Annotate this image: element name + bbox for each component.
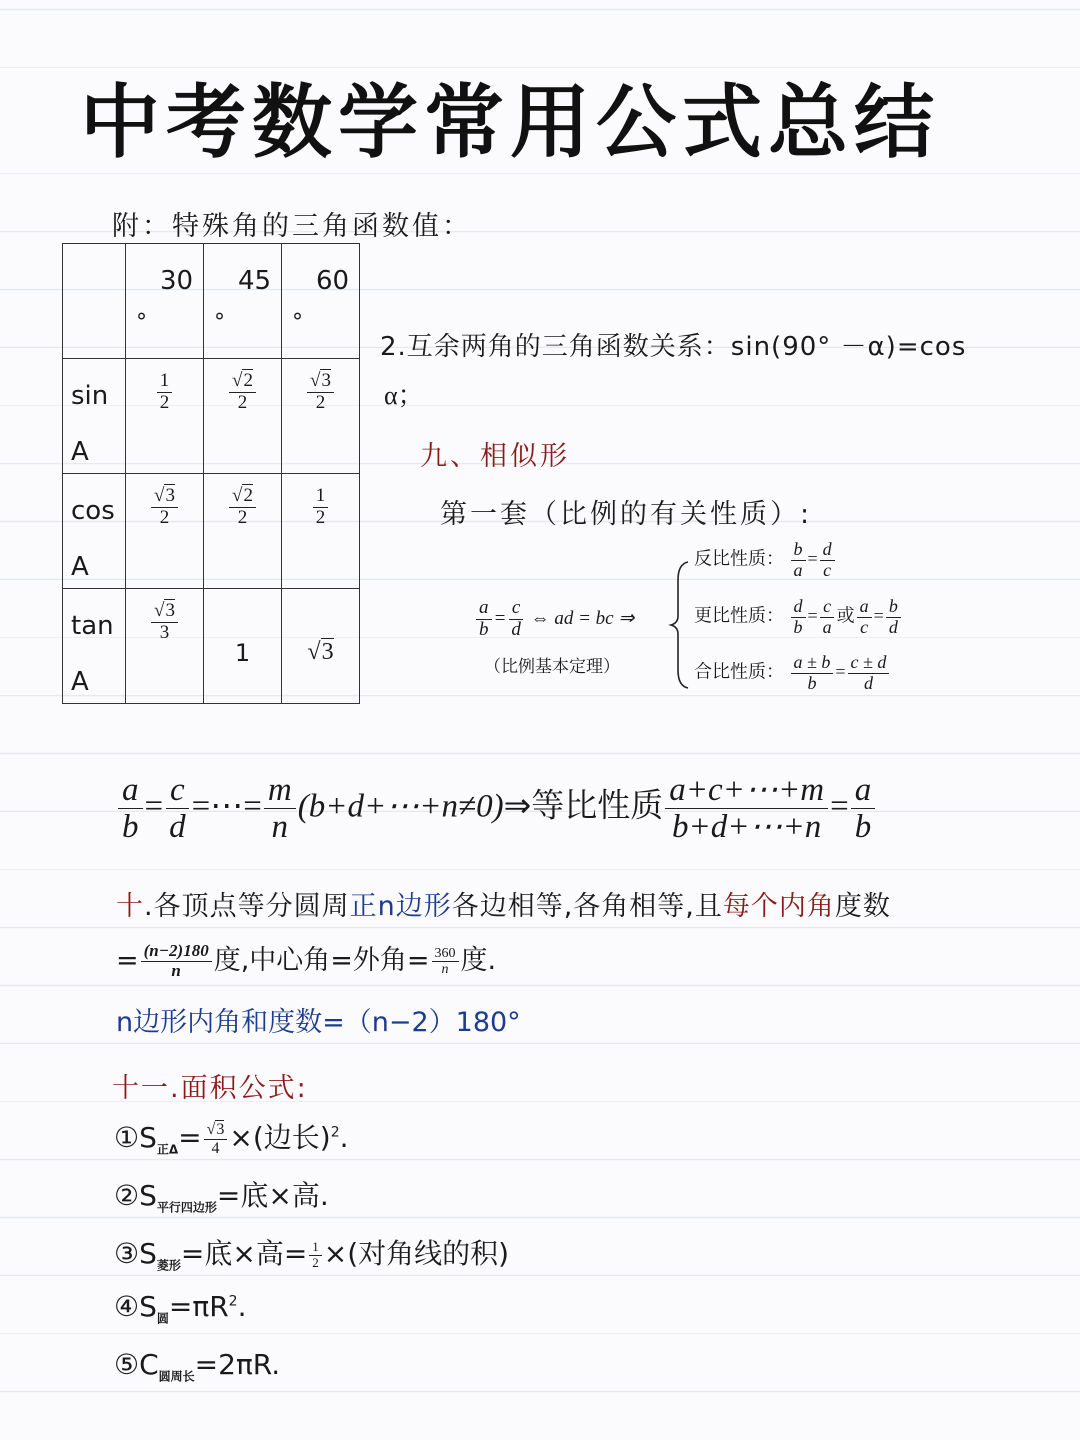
- value-sin-45: $\frac{√2}{2}$: [204, 359, 282, 474]
- regular-polygon-angle-formula: [116, 938, 496, 981]
- formula-tail: =底×高.: [216, 1179, 329, 1212]
- text-segment: .各顶点等分圆周: [144, 891, 350, 922]
- frac-den: n: [171, 961, 181, 980]
- section-number: 十: [116, 891, 144, 922]
- formula-tail: =2πR.: [194, 1348, 281, 1381]
- condition: (b+d+⋯+n≠0): [297, 788, 504, 825]
- frac-num: a: [851, 772, 876, 809]
- table-row-cos: [63, 474, 360, 589]
- complementary-angle-relation-cont: α；: [384, 381, 424, 410]
- frac-den: d: [511, 618, 521, 640]
- property-label: 合比性质：: [694, 661, 784, 682]
- circumference-formula: [114, 1348, 280, 1385]
- implies-arrow: ⇒: [503, 788, 532, 825]
- frac-num: d: [791, 597, 806, 618]
- frac-num: (n−2)180: [141, 942, 212, 962]
- frac-den: c: [860, 616, 869, 637]
- formula-prefix: ②S: [114, 1179, 157, 1212]
- degree-sign: °: [136, 310, 147, 335]
- frac-den: 2: [312, 1254, 319, 1270]
- frac-num: c ± d: [848, 653, 890, 674]
- frac-den: b: [854, 809, 872, 846]
- equal-ratio-property-formula: [116, 772, 877, 846]
- angle-num: 45: [238, 266, 272, 296]
- frac-num: a: [857, 597, 872, 618]
- frac-den: 2: [315, 506, 326, 528]
- table-row-tan: [63, 589, 360, 704]
- equals-sign: =: [807, 605, 818, 626]
- equal-ratio-label: 等比性质: [531, 785, 664, 825]
- radicand: 3: [165, 600, 175, 621]
- degree-sign: °: [292, 310, 303, 335]
- angle-num: 60: [316, 266, 350, 296]
- frac-num: 1: [309, 1240, 322, 1255]
- frac-den: 4: [211, 1139, 220, 1157]
- proportion-implication: ⇔ ad = bc ⇒: [530, 607, 635, 629]
- property-label: 反比性质：: [694, 548, 784, 569]
- complementary-angle-relation: 2.互余两角的三角函数关系：sin(90° －α)=cos: [380, 332, 967, 362]
- value-sin-60: $\frac{√3}{2}$: [282, 359, 360, 474]
- text-segment: 度数: [834, 891, 891, 922]
- frac-den: b: [793, 616, 803, 637]
- formula-prefix: ④S: [114, 1290, 157, 1323]
- table-corner-cell: [63, 244, 126, 359]
- frac-den: b: [479, 618, 489, 640]
- frac-num: m: [264, 772, 296, 809]
- proportion-basic-formula: [474, 598, 634, 641]
- equals-sign: =: [873, 605, 884, 626]
- text-segment: 度.: [460, 945, 497, 976]
- row-header-cos: [63, 474, 126, 589]
- angle-num: 30: [160, 266, 194, 296]
- area-formula-circle: [114, 1290, 247, 1327]
- area-formula-parallelogram: [114, 1174, 329, 1216]
- frac-den: 3: [159, 621, 170, 643]
- frac-num: c: [820, 597, 834, 618]
- equals-sign: =: [807, 548, 818, 569]
- page-title: 中考数学常用公式总结: [80, 76, 940, 169]
- trig-values-table: [62, 243, 360, 704]
- polygon-angle-sum: n边形内角和度数=（n−2）180°: [116, 1007, 521, 1038]
- table-header-row: [63, 244, 360, 359]
- value-cos-30: $\frac{√3}{2}$: [126, 474, 204, 589]
- frac-num: a+c+⋯+m: [665, 772, 828, 809]
- or-word: 或: [836, 605, 855, 626]
- formula-prefix: ③S: [114, 1237, 157, 1270]
- area-formula-equilateral-triangle: $①S_{正\Delta}=$ $\frac{√3}{4}$ ×(边长)$^2$.: [114, 1120, 349, 1157]
- frac-den: 2: [315, 391, 326, 413]
- sum-property-row: [694, 653, 891, 694]
- radicand: 3: [321, 370, 331, 391]
- formula-subscript: 正Δ: [156, 1142, 179, 1157]
- plain-value: 1: [234, 639, 251, 667]
- frac-num: 360: [432, 946, 459, 962]
- equals-sign: =: [493, 607, 507, 629]
- area-formula-rhombus: [114, 1232, 509, 1274]
- formula-prefix: ①S: [114, 1121, 157, 1154]
- frac-den: n: [271, 809, 289, 846]
- formula-subscript: 圆周长: [158, 1369, 195, 1384]
- period: .: [237, 1290, 247, 1323]
- equals-sign: =: [830, 788, 849, 825]
- value-sin-30: [126, 359, 204, 474]
- var-label: A: [71, 667, 89, 697]
- var-label: A: [71, 437, 89, 467]
- fn-label: cos: [71, 496, 115, 526]
- value-tan-45: [204, 589, 282, 704]
- frac-num: b: [886, 597, 901, 618]
- formula-subscript: 菱形: [156, 1258, 181, 1273]
- frac-den: d: [863, 672, 873, 693]
- frac-num: 1: [313, 486, 329, 508]
- radicand: 3: [216, 1120, 225, 1138]
- frac-den: n: [441, 962, 449, 977]
- radicand: 2: [243, 370, 253, 391]
- angle-header-45: [204, 244, 282, 359]
- angle-header-60: [282, 244, 360, 359]
- value-cos-45: $\frac{√2}{2}$: [204, 474, 282, 589]
- frac-den: b+d+⋯+n: [672, 809, 822, 846]
- formula-tail: =πR: [168, 1290, 229, 1323]
- trig-table-caption: 附：特殊角的三角函数值：: [112, 211, 472, 242]
- value-tan-30: $\frac{√3}{3}$: [126, 589, 204, 704]
- frac-den: a: [793, 559, 803, 580]
- inverse-property-row: [694, 540, 837, 581]
- property-label: 更比性质：: [694, 605, 784, 626]
- text-segment: 度,中心角=外角=: [213, 945, 430, 976]
- frac-num: a: [476, 598, 492, 620]
- period: .: [339, 1121, 349, 1154]
- formula-tail: ×(边长): [229, 1121, 331, 1154]
- formula-tail: ×(对角线的积): [323, 1237, 510, 1270]
- ellipsis-equals: =⋯=: [191, 788, 262, 825]
- alternate-property-row: [694, 597, 903, 638]
- frac-den: d: [169, 809, 186, 846]
- brace-icon: [668, 560, 690, 690]
- equals-sign: =: [116, 945, 139, 976]
- frac-num: a: [118, 772, 143, 809]
- section-heading-regular-polygon: [116, 884, 891, 923]
- frac-num: 1: [157, 371, 173, 393]
- formula-subscript: 平行四边形: [156, 1200, 217, 1215]
- value-tan-60: √3: [282, 589, 360, 704]
- frac-num: c: [166, 772, 189, 809]
- equals-sign: =: [178, 1121, 202, 1154]
- formula-exponent: 2: [228, 1293, 238, 1310]
- angle-header-30: [126, 244, 204, 359]
- formula-middle: =底×高=: [180, 1237, 308, 1270]
- row-header-sin: [63, 359, 126, 474]
- frac-num: d: [820, 540, 835, 561]
- radicand: 3: [321, 639, 334, 665]
- table-row-sin: [63, 359, 360, 474]
- formula-subscript: 圆: [156, 1311, 169, 1326]
- frac-den: c: [823, 559, 832, 580]
- formula-exponent: 2: [330, 1124, 340, 1141]
- highlight-text: 每个内角: [722, 891, 835, 922]
- value-cos-60: [282, 474, 360, 589]
- frac-num: c: [509, 598, 523, 620]
- section-heading-area-formulas: 十一.面积公式:: [112, 1073, 308, 1104]
- degree-sign: °: [214, 310, 225, 335]
- row-header-tan: [63, 589, 126, 704]
- fn-label: tan: [71, 611, 114, 641]
- frac-den: d: [888, 616, 898, 637]
- var-label: A: [71, 552, 89, 582]
- text-segment: 各边相等,各角相等,且: [451, 891, 723, 922]
- fn-label: sin: [71, 381, 109, 411]
- frac-den: 2: [237, 506, 248, 528]
- subsection-heading-proportion: 第一套（比例的有关性质）:: [440, 499, 813, 530]
- frac-num: b: [791, 540, 806, 561]
- frac-den: b: [122, 809, 139, 846]
- frac-num: a ± b: [791, 653, 834, 674]
- equals-sign: =: [144, 788, 164, 825]
- highlight-text: 正n边形: [349, 891, 452, 922]
- frac-den: 2: [159, 506, 170, 528]
- equals-sign: =: [835, 661, 846, 682]
- formula-prefix: ⑤C: [114, 1348, 159, 1381]
- radicand: 2: [243, 485, 253, 506]
- frac-den: b: [807, 672, 817, 693]
- frac-den: a: [822, 616, 832, 637]
- section-heading-similar-figures: 九、相似形: [420, 441, 570, 472]
- frac-den: 2: [237, 391, 248, 413]
- frac-den: 2: [159, 391, 170, 413]
- proportion-basic-theorem-label: （比例基本定理）: [484, 657, 620, 677]
- radicand: 3: [165, 485, 175, 506]
